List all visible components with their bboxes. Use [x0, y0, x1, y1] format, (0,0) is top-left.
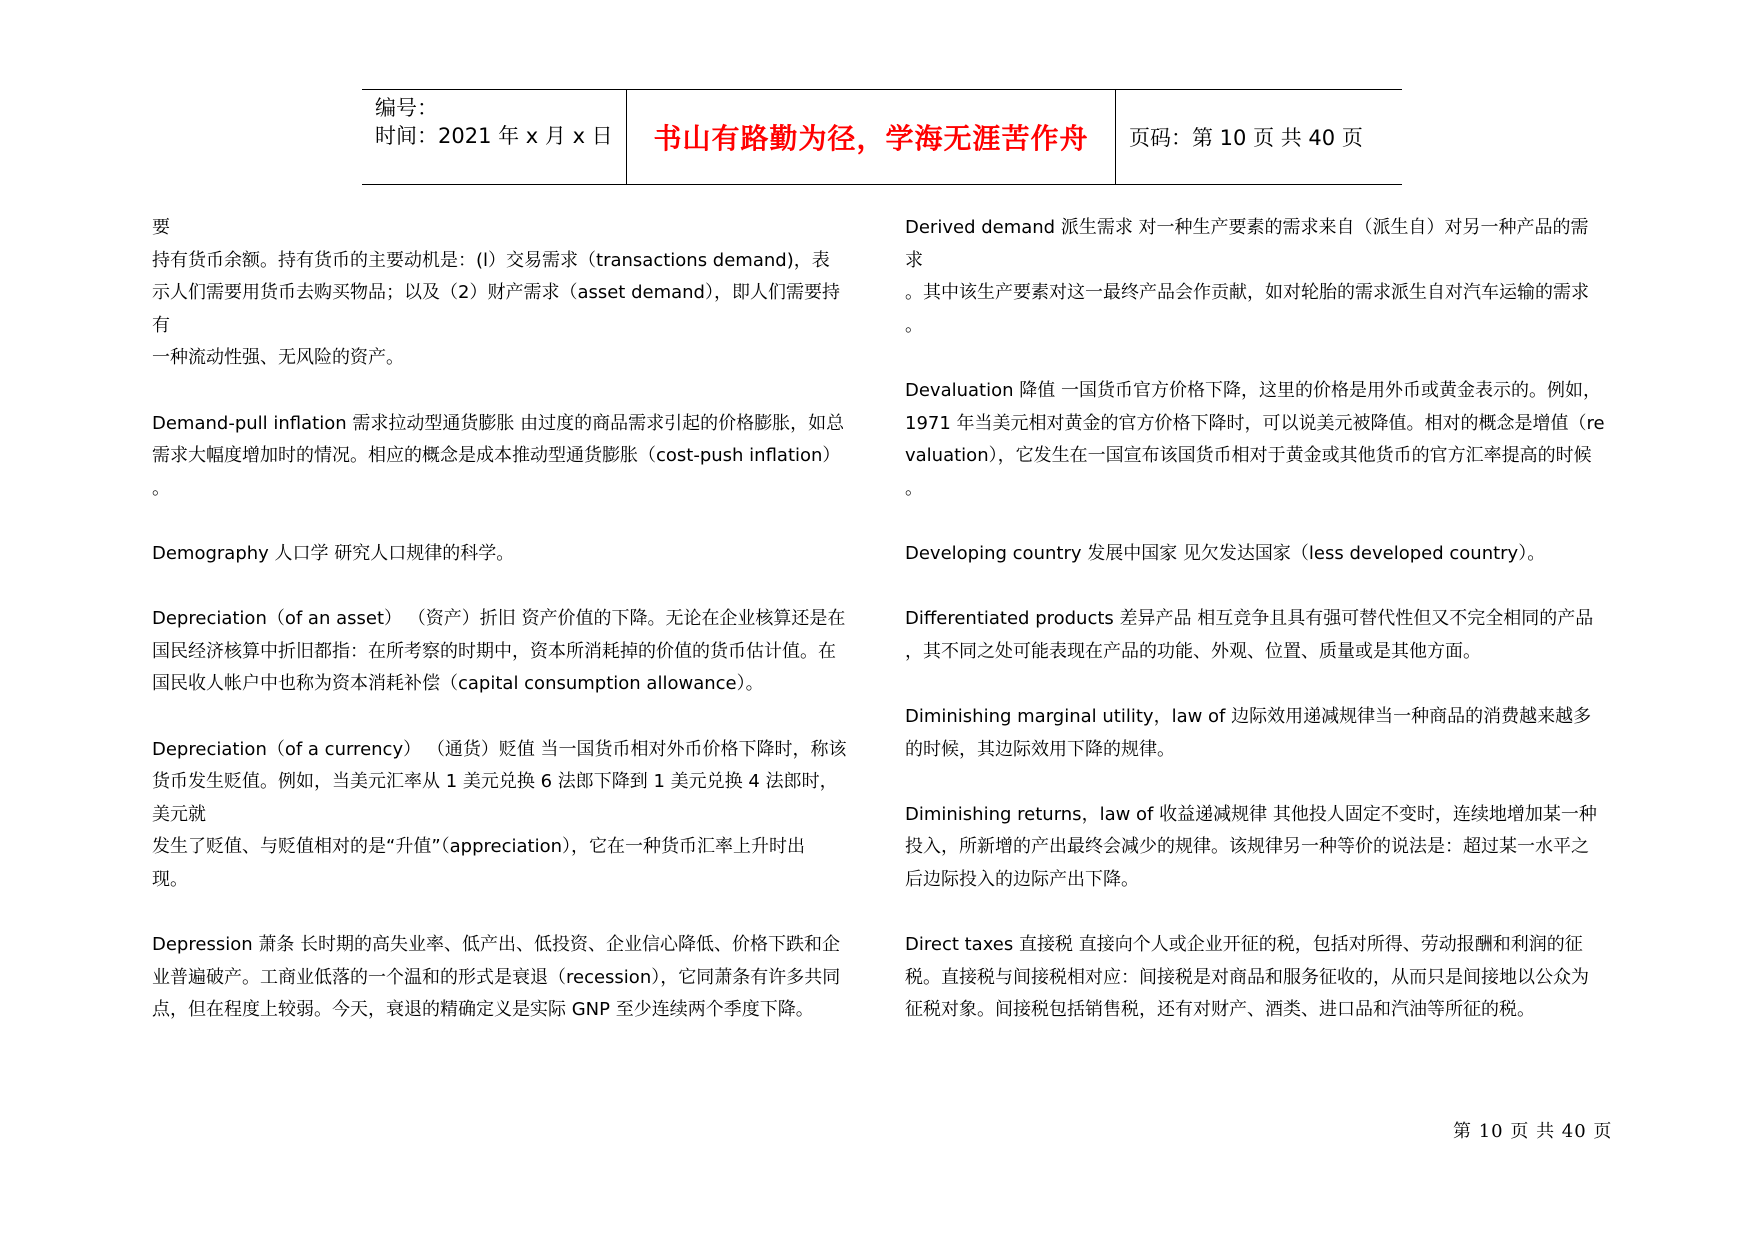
glossary-entry — [905, 701, 1615, 766]
entry-line: ，其不同之处可能表现在产品的功能、外观、位置、质量或是其他方面。 — [905, 640, 1481, 662]
entry-line: 。 — [152, 477, 170, 499]
entry-line: Demand-pull inflation 需求拉动型通货膨胀 由过度的商品需求引起的价格膨胀，如总 — [152, 412, 845, 434]
entry-line: 征税对象。间接税包括销售税，还有对财产、酒类、进口品和汽油等所征的税。 — [905, 999, 1535, 1021]
entry-line: 现。 — [152, 868, 188, 890]
glossary-entry — [152, 538, 862, 571]
entry-line: Depreciation（of an asset） （资产）折旧 资产价值的下降。无论在企业核算还是在 — [152, 608, 846, 630]
right-column — [905, 212, 1615, 1059]
entry-line: valuation），它发生在一国宣布该国货币相对于黄金或其他货币的官方汇率提高的时候 — [905, 445, 1592, 467]
entry-line: Developing country 发展中国家 见欠发达国家（less developed country）。 — [905, 542, 1546, 564]
page-header — [362, 89, 1402, 185]
entry-line: Differentiated products 差异产品 相互竞争且具有强可替代性但又不完全相同的产品 — [905, 608, 1594, 630]
entry-line: 投入，所新增的产出最终会减少的规律。该规律另一种等价的说法是：超过某一水平之 — [905, 836, 1589, 858]
entry-line: 。 — [905, 477, 923, 499]
entry-line: 示人们需要用货币去购买物品；以及（2）财产需求（asset demand），即人们需要持 — [152, 282, 840, 304]
entry-line: 有 — [152, 314, 170, 336]
entry-line: Depression 萧条 长时期的高失业率、低产出、低投资、企业信心降低、价格下跌和企 — [152, 934, 841, 956]
header-info-cell — [362, 90, 627, 184]
entry-line: 。 — [905, 314, 923, 336]
entry-line: 业普遍破产。工商业低落的一个温和的形式是衰退（recession），它同萧条有许多共同 — [152, 966, 841, 988]
glossary-entry — [905, 375, 1615, 505]
entry-line: Depreciation（of a currency） （通货）贬值 当一国货币相对外币价格下降时，称该 — [152, 738, 847, 760]
entry-line: Devaluation 降值 一国货币官方价格下降，这里的价格是用外币或黄金表示的。例如， — [905, 379, 1601, 401]
entry-line: Derived demand 派生需求 对一种生产要素的需求来自（派生自）对另一种产品的需 — [905, 217, 1589, 238]
entry-line: Direct taxes 直接税 直接向个人或企业开征的税，包括对所得、劳动报酬和利润的征 — [905, 934, 1583, 956]
entry-line: 货币发生贬值。例如，当美元汇率从 1 美元兑换 6 法郎下降到 1 美元兑换 4 法郎时， — [152, 771, 838, 793]
entry-line: 国民经济核算中折旧都指：在所考察的时期中，资本所消耗掉的价值的货币估计值。在 — [152, 640, 836, 662]
footer-page-number: 第 10 页 共 40 页 — [1453, 1121, 1613, 1142]
entry-line: 。其中该生产要素对这一最终产品会作贡献，如对轮胎的需求派生自对汽车运输的需求 — [905, 282, 1589, 304]
glossary-entry — [152, 929, 862, 1027]
entry-line: 点，但在程度上较弱。今天，衰退的精确定义是实际 GNP 至少连续两个季度下降。 — [152, 999, 814, 1021]
glossary-entry — [905, 212, 1615, 342]
entry-line: 美元就 — [152, 803, 206, 825]
glossary-entry — [905, 799, 1615, 897]
entry-line: Diminishing marginal utility，law of 边际效用递减规律当一种商品的消费越来越多 — [905, 705, 1592, 727]
entry-line: 一种流动性强、无风险的资产。 — [152, 347, 404, 369]
document-number-label: 编号： — [375, 96, 438, 120]
header-page-number: 页码：第 10 页 共 40 页 — [1129, 126, 1363, 150]
header-motto-cell — [627, 90, 1116, 184]
entry-line: 税。直接税与间接税相对应：间接税是对商品和服务征收的，从而只是间接地以公众为 — [905, 966, 1589, 988]
header-page-cell — [1116, 90, 1402, 184]
glossary-entry — [152, 734, 862, 897]
entry-line: 1971 年当美元相对黄金的官方价格下降时，可以说美元被降值。相对的概念是增值（re — [905, 412, 1605, 434]
entry-line: 需求大幅度增加时的情况。相应的概念是成本推动型通货膨胀（cost-push inflation） — [152, 445, 841, 467]
document-time-label: 时间：2021 年 x 月 x 日 — [375, 124, 613, 148]
entry-line: 发生了贬值、与贬值相对的是“升值”（appreciation），它在一种货币汇率上升时出 — [152, 836, 806, 858]
entry-line: Demography 人口学 研究人口规律的科学。 — [152, 542, 515, 564]
header-motto: 书山有路勤为径，学海无涯苦作舟 — [653, 122, 1089, 155]
entry-line: 持有货币余额。持有货币的主要动机是：(l）交易需求（transactions demand)，表 — [152, 249, 830, 271]
entry-line: Diminishing returns，law of 收益递减规律 其他投人固定不变时，连续地增加某一种 — [905, 803, 1597, 825]
entry-line: 求 — [905, 249, 923, 271]
entry-line: 的时候，其边际效用下降的规律。 — [905, 738, 1175, 760]
glossary-entry — [905, 603, 1615, 668]
page-footer — [1453, 1117, 1612, 1143]
entry-line: 要 — [152, 217, 170, 238]
left-column — [152, 212, 862, 1059]
glossary-entry — [152, 212, 862, 375]
entry-line: 后边际投入的边际产出下降。 — [905, 868, 1139, 890]
glossary-entry — [905, 929, 1615, 1027]
glossary-entry — [152, 603, 862, 701]
glossary-entry — [152, 408, 862, 506]
glossary-entry — [905, 538, 1615, 571]
entry-line: 国民收人帐户中也称为资本消耗补偿（capital consumption allowance）。 — [152, 673, 764, 695]
